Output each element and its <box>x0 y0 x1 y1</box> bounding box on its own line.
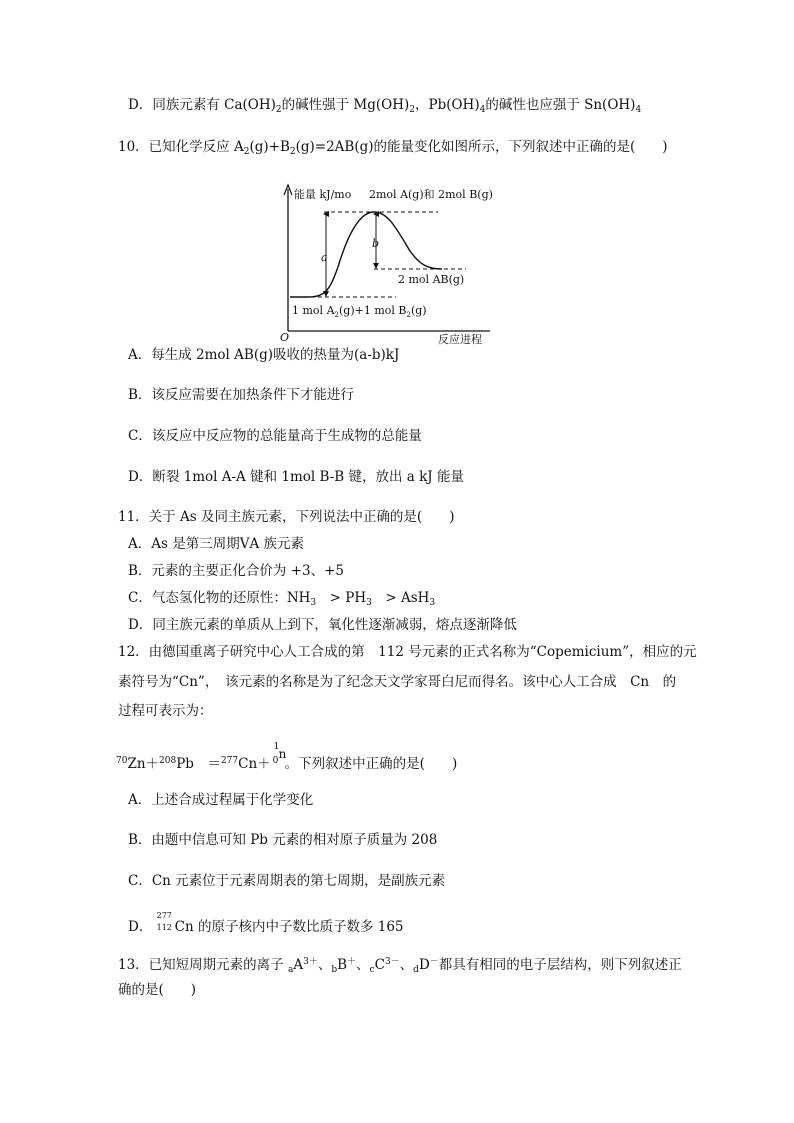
q12-option-d <box>128 913 404 936</box>
text: ＝ <box>193 756 221 772</box>
energy-diagram <box>278 183 498 348</box>
text: Cn＋ <box>238 756 271 772</box>
arrow-b-bottom <box>373 263 379 269</box>
origin-label: O <box>280 331 290 344</box>
q9-option-d <box>128 96 641 119</box>
element-symbol: Cn <box>174 919 194 935</box>
text: Pb <box>176 756 194 772</box>
x-axis-label: 反应进程 <box>438 333 482 346</box>
text: 。下列叙述中正确的是( ) <box>284 756 458 772</box>
text: Zn＋ <box>127 756 160 772</box>
q12-stem-line3: 过程可表示为： <box>118 703 213 719</box>
text: > AsH <box>371 590 430 606</box>
text: 的碱性也应强于 Sn(OH) <box>485 97 636 113</box>
label-b: b <box>372 237 380 250</box>
product-label: 2 mol AB(g) <box>398 273 465 286</box>
subscript: 4 <box>635 105 642 115</box>
q12-stem-line2: 素符号为“Cn”， 该元素的名称是为了纪念天文学家哥白尼而得名。该中心人工合成 Cn 的 <box>118 674 677 690</box>
nuclide-notation: 277 112 <box>156 911 172 932</box>
mass-number: 208 <box>159 756 177 766</box>
subscript: 2 <box>289 147 296 157</box>
subscript: 4 <box>479 105 486 115</box>
subscript: 3 <box>310 598 317 608</box>
text: 10．已知化学反应 A <box>118 139 244 155</box>
q10-option-a: A．每生成 2mol AB(g)吸收的热量为(a-b)kJ <box>128 347 400 363</box>
q12-option-c: C．Cn 元素位于元素周期表的第七周期，是副族元素 <box>128 873 446 889</box>
reactant-label: 1 mol $A_2(g)+1$ mol $B_2(g)$ <box>292 304 427 319</box>
text: > PH <box>316 590 367 606</box>
text: D．同族元素有 Ca(OH) <box>128 97 276 113</box>
subscript: 3 <box>429 598 436 608</box>
subscript: 3 <box>366 598 372 608</box>
mass-number: 70 <box>116 756 128 766</box>
arrow-a-bottom <box>323 291 329 297</box>
text: 13．已知短周期元素的离子 <box>118 957 288 973</box>
neutron-symbol: 1 n 0 <box>272 742 287 766</box>
text: C．气态氢化物的还原性：NH <box>128 590 311 606</box>
subscript: 2 <box>275 105 282 115</box>
mass-number: 277 <box>220 756 239 766</box>
q10-option-b: B．该反应需要在加热条件下才能进行 <box>128 387 354 403</box>
q12-stem-line1: 12．由德国重离子研究中心人工合成的第 112 号元素的正式名称为“Copemicium”，相应的元 <box>118 644 697 660</box>
q12-option-b: B．由题中信息可知 Pb 元素的相对原子质量为 208 <box>128 832 438 848</box>
q10-option-c: C．该反应中反应物的总能量高于生成物的总能量 <box>128 428 422 444</box>
text: D． <box>128 919 153 935</box>
q13-stem-line2: 确的是( ) <box>118 982 197 998</box>
label-a: a <box>321 251 328 264</box>
q10-option-d: D．断裂 1mol A-A 键和 1mol B-B 键，放出 a kJ 能量 <box>128 469 464 485</box>
y-axis-label: 能量 kJ/mo <box>294 188 352 201</box>
subscript: 2 <box>409 105 415 115</box>
q11-option-a: A．As 是第三周期ⅤA 族元素 <box>128 536 305 552</box>
q10-stem <box>118 138 668 161</box>
text: 的原子核内中子数比质子数多 165 <box>193 919 404 935</box>
subscript: 2 <box>243 147 250 157</box>
q12-equation <box>116 742 458 773</box>
q11-stem: 11．关于 As 及同主族元素，下列说法中正确的是( ) <box>118 509 455 525</box>
q11-option-d: D．同主族元素的单质从上到下，氧化性逐渐减弱，熔点逐渐降低 <box>128 617 517 633</box>
q11-option-b: B．元素的主要正化合价为 +3、+5 <box>128 563 345 579</box>
q12-option-a: A．上述合成过程属于化学变化 <box>128 792 314 808</box>
q13-stem-line1: 13．已知短周期元素的离子 $_aA^{3+}$、$_b$B＋、$_cC^{3-}$、$_d$D－都具有相同的电子层结构，则下列叙述正 <box>118 957 682 975</box>
text: (g)+B <box>249 139 290 155</box>
peak-label: 2mol A(g)和 2mol B(g) <box>369 188 493 201</box>
text: 的碱性强于 Mg(OH) <box>281 97 410 113</box>
q11-option-c <box>128 589 435 612</box>
text: (g)=2AB(g)的能量变化如图所示，下列叙述中正确的是( ) <box>295 139 668 155</box>
text: ，Pb(OH) <box>414 97 480 113</box>
